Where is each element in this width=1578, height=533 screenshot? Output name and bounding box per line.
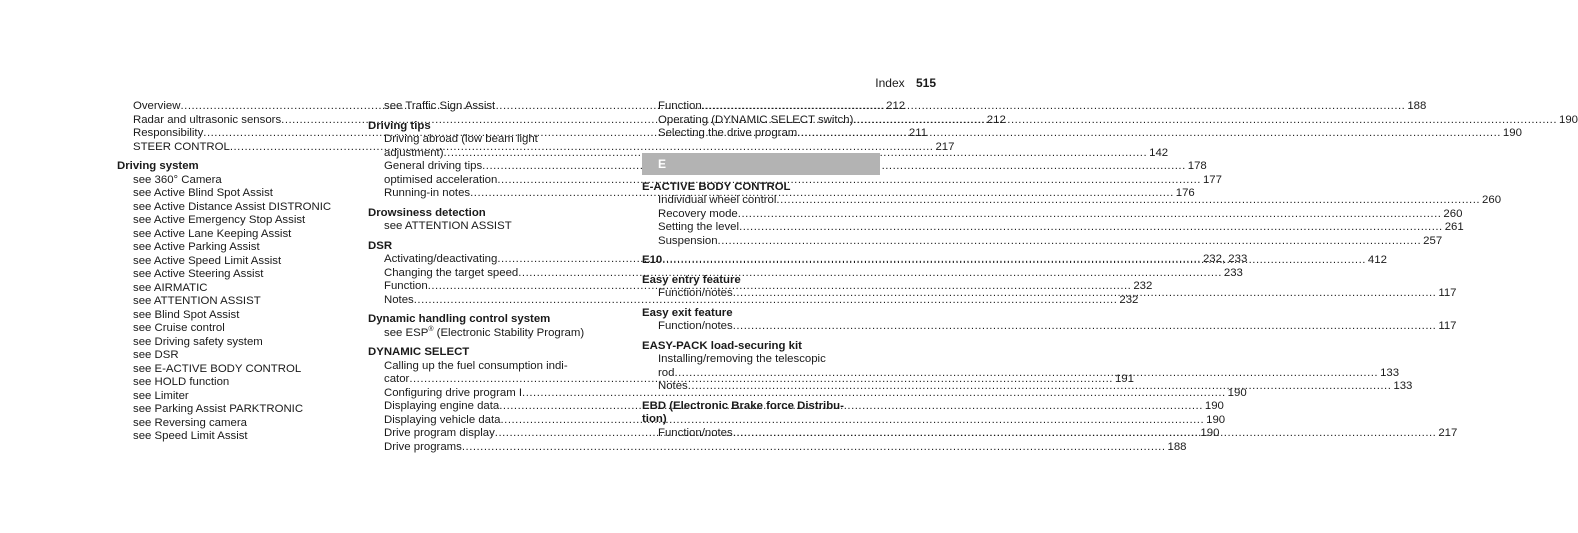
page-ref: 260 [1443,207,1463,220]
entry-text: STEER CONTROL [133,140,230,153]
page-ref: 117 [1438,287,1457,299]
entry-text: Suspension [658,234,718,247]
entry-text: Function [658,100,702,112]
index-heading: Dynamic handling control system [368,313,551,325]
entry-text: Notes [658,380,688,392]
page-header [875,76,936,90]
page-ref: 188 [1167,440,1187,453]
index-subentry: see E-ACTIVE BODY CONTROL [133,362,302,375]
page-ref: 212 [886,100,906,112]
entry-text: Drive program display [384,427,495,439]
index-subentry-row [642,221,1464,235]
entry-text: Displaying vehicle data [384,413,501,426]
dot-leader [702,100,1406,114]
index-subentry: see 360° Camera [133,173,222,186]
index-subentry: see DSR [133,349,179,361]
section-letter-bar: E [642,153,880,175]
page-ref: 190 [1559,113,1578,126]
dot-leader [738,208,1442,222]
page-ref: 261 [1444,221,1464,233]
index-subentry-row [642,320,1457,334]
page-ref: 188 [1407,100,1427,112]
entry-text: Recovery mode [658,207,738,220]
entry-text: Overview [133,100,181,112]
registered-mark: ® [428,325,434,333]
entry-text: General driving tips [384,160,483,172]
page-ref: 190 [1204,400,1224,412]
page-ref: 190 [1206,413,1226,426]
entry-text: E10 [642,254,663,266]
index-heading: E-ACTIVE BODY CONTROL [642,180,791,193]
index-subentry-row [642,194,1502,208]
page-ref: 133 [1380,366,1400,379]
page-ref: 178 [1187,160,1207,172]
index-subentry: see ATTENTION ASSIST [133,295,261,307]
entry-text: Drive programs [384,440,462,453]
page-ref: 232 [1119,293,1139,306]
index-subentry: see Active Speed Limit Assist [133,254,282,267]
entry-text: Function/notes [658,287,733,299]
page-ref: 190 [1200,427,1220,439]
page-ref: 133 [1393,380,1413,392]
entry-text: Operating (DYNAMIC SELECT switch) [658,113,854,126]
subentry-text: see ESP [384,326,429,339]
index-subentry: see Active Distance Assist DISTRONIC [133,200,332,213]
dot-leader [853,114,1557,128]
index-subentry: see Active Steering Assist [133,268,264,280]
index-subentry: see Reversing camera [133,416,247,429]
dot-leader [797,127,1501,141]
index-subentry: see Driving safety system [133,335,263,348]
index-heading: Easy entry feature [642,273,741,286]
entry-text: Notes [384,293,414,306]
index-heading: Easy exit feature [642,306,733,319]
entry-text: Activating/deactivating [384,253,498,265]
index-heading: EBD (Electronic Brake force Distribu- [642,399,844,412]
index-subentry: see AIRMATIC [133,281,208,294]
page-ref: 217 [1438,426,1458,439]
entry-text: adjustment) [384,146,444,159]
page-ref: 190 [1502,127,1522,139]
page-ref: 191 [1114,373,1134,385]
index-subentry: see Limiter [133,389,189,402]
page-ref: 257 [1423,234,1443,247]
index-subentry: Driving abroad (low beam light [384,133,538,145]
index-heading: Drowsiness detection [368,206,486,219]
page-ref: 142 [1149,146,1169,159]
dot-leader [662,254,1366,268]
index-subentry: Calling up the fuel consumption indi- [384,359,568,372]
subentry-text: (Electronic Stability Program) [433,326,585,339]
dot-leader [674,367,1378,381]
dot-leader [733,427,1437,441]
entry-text: Radar and ultrasonic sensors [133,113,282,126]
entry-text: optimised acceleration [384,173,498,186]
header-title: Index [875,76,905,90]
entry-text: Running-in notes [384,187,471,199]
page-ref: 211 [908,127,928,139]
dot-leader [733,287,1437,301]
index-subentry: see Cruise control [133,322,225,334]
page-ref: 233 [1223,266,1243,279]
index-heading: DYNAMIC SELECT [368,346,470,358]
entry-text: Changing the target speed [384,266,519,279]
dot-leader [688,380,1392,394]
entry-text: cator [384,373,410,385]
page-ref: 412 [1367,254,1387,266]
page-ref: 190 [1227,386,1247,399]
page-ref: 117 [1438,320,1457,332]
index-subentry: see Active Parking Assist [133,241,260,253]
dot-leader [739,221,1443,235]
index-subentry: see Parking Assist PARKTRONIC [133,403,304,415]
index-subentry: see Active Emergency Stop Assist [133,214,306,226]
page-ref: 176 [1175,187,1195,199]
entry-text: Selecting the drive program [658,127,798,139]
dot-leader [733,320,1437,334]
index-subentry: see Traffic Sign Assist [384,100,496,112]
dot-leader [718,235,1422,249]
page-number: 515 [915,76,936,90]
index-heading: DSR [368,239,393,252]
entry-text: Function/notes [658,320,733,332]
page-ref: 232, 233 [1202,253,1248,265]
index-subentry: see Active Lane Keeping Assist [133,227,292,240]
index-subentry-row [642,234,1443,249]
index-subentry: see Blind Spot Assist [133,308,240,321]
index-subentry: see Speed Limit Assist [133,430,248,442]
index-subentry: see Active Blind Spot Assist [133,187,273,199]
index-heading: Driving system [117,160,199,172]
entry-text: Function/notes [658,426,733,439]
dot-leader [462,441,1166,455]
index-heading: Driving tips [368,119,431,132]
index-subentry-row [368,160,1207,174]
index-subentry: see HOLD function [133,376,230,388]
index-subentry: Installing/removing the telescopic [658,353,826,365]
page-ref: 232 [1133,280,1153,292]
page-ref: 177 [1202,173,1222,186]
page-ref: 212 [986,113,1006,126]
entry-text: Setting the level [658,221,740,233]
entry-text: Responsibility [133,127,204,139]
index-heading: EASY-PACK load-securing kit [642,339,802,352]
index-subentry: see ATTENTION ASSIST [384,220,512,232]
entry-text: rod [658,366,675,379]
entry-text: Displaying engine data [384,400,500,412]
index-subentry-row [642,207,1463,222]
index-heading: tion) [642,413,667,425]
entry-text: Configuring drive program I [384,386,523,399]
page-ref: 260 [1482,194,1502,206]
entry-text: Function [384,280,428,292]
index-subentry-row [368,440,1187,455]
dot-leader [776,194,1480,208]
index-subentry [368,327,600,341]
page-ref: 217 [935,140,955,153]
entry-text: Individual wheel control [658,194,777,206]
